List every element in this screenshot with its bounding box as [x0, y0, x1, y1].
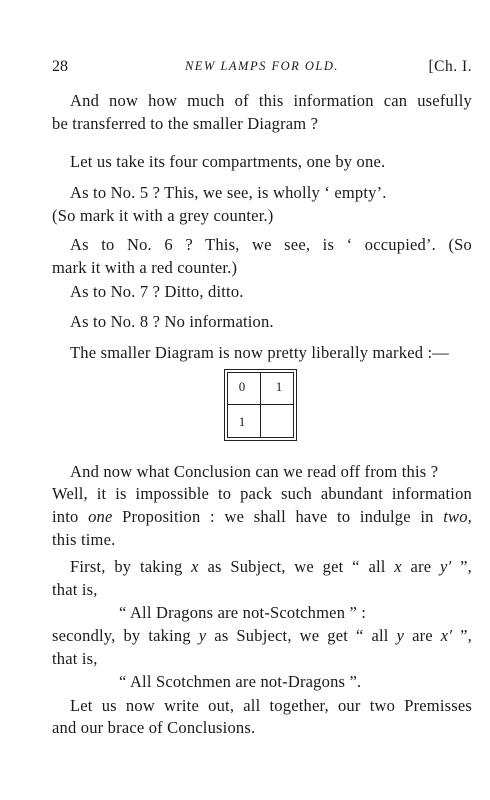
- text-line: and our brace of Conclusions.: [52, 718, 256, 737]
- page-number: 28: [52, 58, 68, 75]
- text-line: As to No. 5 ? This, we see, is wholly ‘ empty’.: [70, 183, 387, 202]
- quoted-conclusion: “ All Scotchmen are not-Dragons ”.: [119, 672, 362, 691]
- emphasis: one: [88, 507, 113, 526]
- text-line: The smaller Diagram is now pretty liberally marked :—: [70, 343, 449, 362]
- diagram-vertical-divider: [260, 372, 261, 438]
- text-line: be transferred to the smaller Diagram ?: [52, 114, 319, 133]
- text-line: (So mark it with a grey counter.): [52, 206, 274, 225]
- text-line: that is,: [52, 649, 98, 668]
- text-line: As to No. 6 ? This, we see, is ‘ occupied’. (So: [70, 235, 472, 254]
- text-line: mark it with a red counter.): [52, 258, 238, 277]
- text-line: As to No. 7 ? Ditto, ditto.: [70, 282, 244, 301]
- text-line: that is,: [52, 580, 98, 599]
- diagram-horizontal-divider: [227, 404, 294, 405]
- running-title: NEW LAMPS FOR OLD.: [184, 59, 340, 73]
- diagram-cell-top-left: 0: [238, 379, 246, 394]
- text-line: Let us take its four compartments, one by one.: [70, 152, 386, 171]
- text-line: First, by taking x as Subject, we get “ all x are y′ ”,: [70, 557, 472, 576]
- text-line: And now what Conclusion can we read off from this ?: [70, 462, 439, 481]
- diagram-cell-bottom-left: 1: [238, 414, 246, 429]
- text-line: As to No. 8 ? No information.: [70, 312, 274, 331]
- page-header: [52, 58, 472, 78]
- text-line: Let us now write out, all together, our two Premisses: [70, 696, 472, 715]
- smaller-diagram: [224, 369, 297, 441]
- chapter-label: [Ch. I.: [428, 58, 472, 75]
- text-line: Well, it is impossible to pack such abundant information: [52, 484, 472, 503]
- text-line: this time.: [52, 530, 116, 549]
- diagram-cell-top-right: 1: [275, 379, 283, 394]
- emphasis: two,: [443, 507, 472, 526]
- quoted-conclusion: “ All Dragons are not-Scotchmen ” :: [119, 603, 367, 622]
- text-line: And now how much of this information can usefully: [70, 91, 472, 110]
- text-line: secondly, by taking y as Subject, we get “ all y are x′ ”,: [52, 626, 472, 645]
- text-line: into one Proposition : we shall have to indulge in two,: [52, 507, 472, 526]
